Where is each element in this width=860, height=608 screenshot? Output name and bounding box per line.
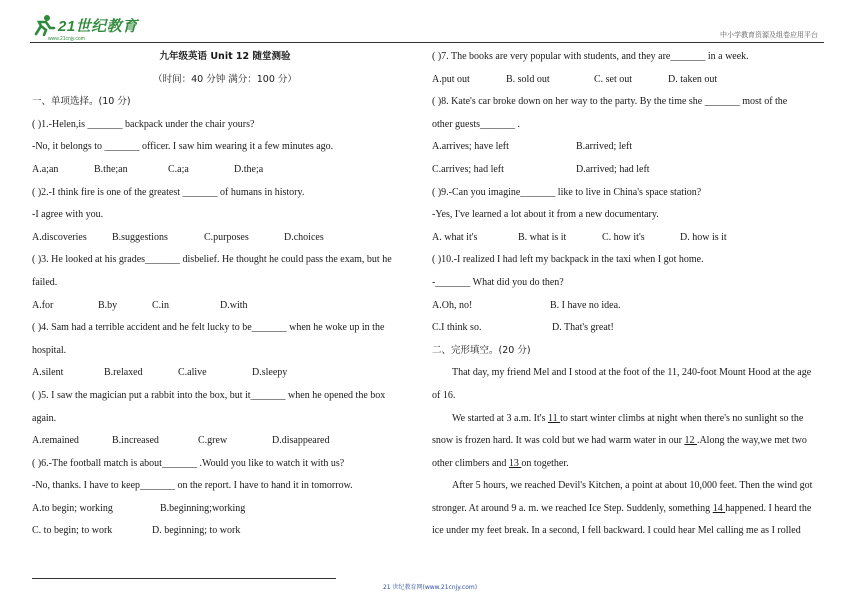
option: B.by — [98, 299, 118, 311]
question-line: ( )10.-I realized I had left my backpack in the taxi when I got home. — [432, 254, 704, 266]
option: B.increased — [112, 435, 159, 447]
question-line: -No, thanks. I have to keep_______ on the report. I have to hand it in tomorrow. — [32, 480, 353, 492]
footer-divider — [32, 578, 336, 579]
passage-line: stronger. At around 9 a. m. we reached Ice Step. Suddenly, something 14 happened. I heard the — [432, 502, 812, 514]
blank-11: 11 — [547, 412, 561, 424]
option: C.purposes — [204, 231, 249, 243]
option: D.arrived; had left — [576, 163, 650, 175]
page-footer: 21 世纪教育网(www.21cnjy.com) — [382, 584, 478, 591]
passage-line: of 16. — [432, 389, 456, 401]
blank-12: 12 — [684, 435, 697, 447]
passage-line: That day, my friend Mel and I stood at the foot of the 11, 240-foot Mount Hood at the age — [452, 367, 812, 379]
question-line: ( )3. He looked at his grades_______ disbelief. He thought he could pass the exam, but he — [32, 254, 392, 266]
question-line: -_______ What did you do then? — [432, 276, 564, 288]
right-column — [432, 46, 822, 543]
option: A.put out — [432, 73, 470, 85]
option: C. how it's — [602, 231, 645, 243]
option: D. beginning; to work — [152, 525, 241, 537]
page-title: 九年级英语 Unit 12 随堂测验 — [159, 51, 291, 62]
answer-options — [432, 159, 822, 182]
passage-line: other climbers and 13 on together. — [432, 457, 569, 469]
answer-options — [32, 227, 418, 250]
question-line: other guests_______ . — [432, 118, 521, 130]
option: B.arrived; left — [576, 141, 633, 153]
header-divider — [30, 42, 824, 43]
passage-line: We started at 3 a.m. It's 11 to start winter climbs at night when there's no sunlight so the — [452, 412, 804, 424]
option: A.arrives; have left — [432, 141, 509, 153]
passage-line: snow is frozen hard. It was cold but we had warm water in our 12 .Along the way,we met two — [432, 435, 807, 447]
option: D.with — [220, 299, 248, 311]
answer-options — [432, 317, 822, 340]
answer-options — [32, 295, 418, 318]
blank-14: 14 — [712, 502, 726, 514]
answer-options — [32, 362, 418, 385]
left-column — [32, 46, 418, 543]
runner-logo-icon — [30, 14, 56, 36]
option: A.Oh, no! — [432, 299, 473, 311]
answer-options — [432, 295, 822, 318]
option: C.I think so. — [432, 322, 482, 334]
option: B.beginning;working — [160, 502, 246, 514]
option: A.discoveries — [32, 231, 87, 243]
question-line: ( )2.-I think fire is one of the greatest _______ of humans in history. — [32, 186, 305, 198]
option: C.in — [152, 299, 169, 311]
answer-options — [32, 430, 418, 453]
option: D. how is it — [680, 231, 727, 243]
question-line: ( )7. The books are very popular with students, and they are_______ in a week. — [432, 51, 749, 62]
option: A.remained — [32, 435, 79, 447]
question-line: ( )9.-Can you imagine_______ like to live in China's space station? — [432, 186, 702, 198]
question-line: again. — [32, 412, 57, 424]
site-logo — [30, 14, 138, 36]
section-heading: 一、单项选择。(10 分) — [32, 96, 131, 108]
answer-options — [432, 227, 822, 250]
option: A. what it's — [432, 231, 478, 243]
option: D. That's great! — [552, 322, 614, 334]
option: D.sleepy — [252, 367, 288, 379]
page-subtitle: （时间：40 分钟 满分：100 分） — [153, 73, 297, 85]
option: A.a;an — [32, 163, 59, 175]
option: A.silent — [32, 367, 64, 379]
answer-options — [32, 498, 418, 521]
answer-options — [432, 136, 822, 159]
question-line: -Yes, I've learned a lot about it from a new documentary. — [432, 209, 659, 221]
option: C.grew — [198, 435, 228, 447]
section-heading: 二、完形填空。(20 分) — [432, 344, 531, 356]
option: A.to begin; working — [32, 502, 113, 514]
option: D.the;a — [234, 163, 264, 175]
logo-url: www.21cnjy.com — [48, 36, 85, 42]
page-header — [0, 0, 860, 44]
option: B.relaxed — [104, 367, 143, 379]
option: B. sold out — [506, 73, 550, 85]
question-line: ( )1.-Helen,is _______ backpack under the chair yours? — [32, 118, 255, 130]
option: D.choices — [284, 231, 324, 243]
question-line: -I agree with you. — [32, 209, 104, 221]
option: C.arrives; had left — [432, 163, 504, 175]
option: C. to begin; to work — [32, 525, 113, 537]
platform-name: 中小学教育资源及组卷应用平台 — [720, 31, 818, 39]
question-line: failed. — [32, 276, 58, 288]
question-line: -No, it belongs to _______ officer. I saw him wearing it a few minutes ago. — [32, 141, 334, 153]
blank-13: 13 — [508, 457, 522, 469]
option: C. set out — [594, 73, 633, 85]
option: B.suggestions — [112, 231, 168, 243]
logo-text: 21世纪教育 — [58, 17, 138, 35]
answer-options — [32, 520, 418, 543]
option: A.for — [32, 299, 54, 311]
answer-options — [32, 159, 418, 182]
passage-line: ice under my feet break. In a second, I fell backward. I could hear Mel calling me as I rolled — [432, 525, 801, 537]
question-line: hospital. — [32, 344, 67, 356]
option: C.alive — [178, 367, 207, 379]
passage-line: After 5 hours, we reached Devil's Kitchen, a point at about 10,000 feet. Then the wind got — [452, 480, 813, 492]
answer-options — [432, 69, 822, 92]
option: B. I have no idea. — [550, 299, 621, 311]
question-line: ( )5. I saw the magician put a rabbit into the box, but it_______ when he opened the box — [32, 389, 386, 401]
option: D. taken out — [668, 73, 718, 85]
option: B. what is it — [518, 231, 567, 243]
option: C.a;a — [168, 163, 189, 175]
option: B.the;an — [94, 163, 128, 175]
question-line: ( )6.-The football match is about_______ .Would you like to watch it with us? — [32, 457, 345, 469]
question-line: ( )8. Kate's car broke down on her way to the party. By the time she _______ most of the — [432, 96, 788, 108]
option: D.disappeared — [272, 435, 330, 447]
question-line: ( )4. Sam had a terrible accident and he felt lucky to be_______ when he woke up in the — [32, 322, 385, 334]
